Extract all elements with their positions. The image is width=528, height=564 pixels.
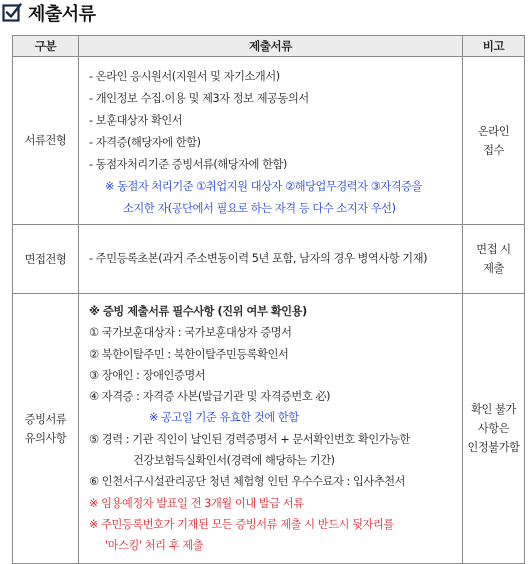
remark-line: 온라인 [477,124,510,138]
evidence-item: ③ 장애인 : 장애인증명서 [89,368,206,382]
checkbox-icon [2,3,22,23]
issue-date-warning: ※ 임용예정자 발표일 전 3개월 이내 발급 서류 [89,496,304,510]
evidence-item-cont: 건강보험득실확인서(경력에 해당하는 기간) [133,454,335,468]
remark-line: 인정불가함 [467,441,520,454]
document-item: - 온라인 응시원서(지원서 및 자기소개서) [89,70,280,83]
row-category [13,294,79,564]
row-remark [463,225,525,294]
row-remark [463,294,525,564]
masking-warning-cont: '마스킹' 처리 후 제출 [105,539,204,553]
section-title: 제출서류 [28,4,96,25]
row-category: 면접전형 [13,225,79,294]
table-row-evidence-notes [13,294,525,564]
document-item: - 주민등록초본(과거 주소변동이력 5년 포함, 남자의 경우 병역사항 기재) [89,252,428,265]
header-documents: 제출서류 [79,36,463,57]
category-line: 유의사항 [24,431,67,445]
row-documents [79,294,463,564]
required-notice: ※ 증빙 제출서류 필수사항 (진위 여부 확인용) [89,305,307,318]
tie-break-notice-cont: 소지한 자(공단에서 필요로 하는 자격 등 다수 소지자 우선) [123,202,396,215]
evidence-item: ④ 자격증 : 자격증 사본(발급기관 및 자격증번호 必) [89,390,331,404]
table-header-row [13,36,525,57]
row-remark [463,57,525,225]
section-heading [2,1,96,25]
remark-line: 접수 [483,143,504,157]
validity-notice: ※ 공고일 기준 유효한 것에 한함 [149,411,299,425]
document-item: - 자격증(해당자에 한함) [89,136,201,149]
remark-line: 사항은 [477,422,510,435]
masking-warning: ※ 주민등록번호가 기재된 모든 증빙서류 제출 시 반드시 뒷자리를 [89,517,394,531]
remark-line: 확인 불가 [471,403,516,416]
remark-line: 면접 시 [476,243,511,256]
remark-line: 제출 [483,262,504,275]
document-item: - 보훈대상자 확인서 [89,114,183,127]
document-item: - 개인정보 수집.이용 및 제3자 정보 제공동의서 [89,92,309,105]
evidence-item: ① 국가보훈대상자 : 국가보훈대상자 증명서 [89,326,292,340]
row-documents [79,57,463,225]
evidence-item: ⑤ 경력 : 기관 직인이 날인된 경력증명서 + 문서확인번호 확인가능한 [89,432,410,446]
documents-table [12,35,525,564]
row-category: 서류전형 [13,57,79,225]
header-remarks: 비고 [463,36,525,57]
category-line: 증빙서류 [24,412,67,426]
tie-break-notice: ※ 동점자 처리기준 ①취업지원 대상자 ②해당업무경력자 ③자격증을 [105,180,422,193]
evidence-item: ② 북한이탈주민 : 북한이탈주민등록확인서 [89,347,289,361]
row-documents [79,225,463,294]
evidence-item: ⑥ 인천서구시설관리공단 청년 체험형 인턴 우수수료자 : 입사추천서 [89,475,406,489]
document-item: - 동점자처리기준 증빙서류(해당자에 한함) [89,158,287,171]
header-category: 구분 [13,36,79,57]
table-row-document-screening [13,57,525,225]
table-row-interview [13,225,525,294]
